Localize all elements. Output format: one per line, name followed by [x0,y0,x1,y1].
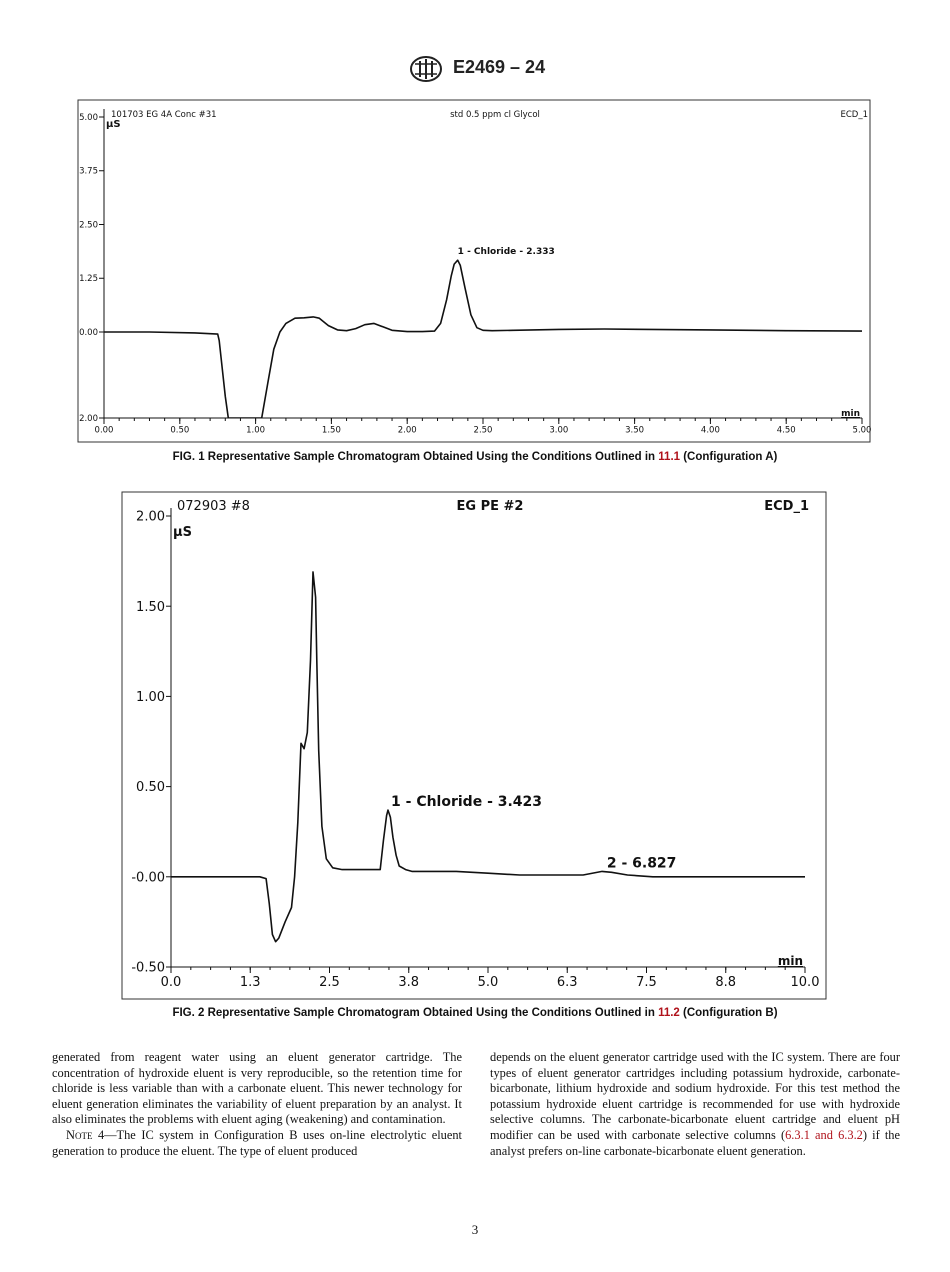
left-paragraph: generated from reagent water using an eluent generator cartridge. The concentration of hydroxide eluent is very reproducible, so the retention time for chloride is less variable than with a carbonate eluent. This newer technology for eluent generation eliminates the variability of eluent preparation by an analyst. It also eliminates the problems with eluent aging (weakening) and contamination. [52,1050,462,1127]
x-tick-label: 4.00 [700,425,720,436]
y-tick-label: 3.75 [79,166,98,177]
y-tick-label: 5.00 [79,112,98,123]
x-tick-label: 2.50 [473,425,493,436]
figure-1-caption [0,451,950,463]
right-column [490,1050,900,1159]
x-tick-label: 6.3 [556,975,578,990]
x-tick-label: 1.3 [239,975,261,990]
chart-sample-id: 101703 EG 4A Conc #31 [111,110,217,120]
peak-label: 1 - Chloride - 2.333 [457,247,555,258]
note-4 [52,1128,462,1159]
peak-label: 1 - Chloride - 3.423 [391,794,543,811]
figure-1-chart [0,0,950,450]
note-label: Note [66,1127,93,1142]
note-number: 4 [92,1127,105,1142]
figure-1-caption-text: FIG. 1 Representative Sample Chromatogram Obtained Using the Conditions Outlined in [172,451,659,463]
x-tick-label: 1.00 [246,425,266,436]
peak-label: 2 - 6.827 [606,855,677,872]
y-tick-label: 2.00 [79,413,98,424]
x-tick-label: 5.00 [852,425,872,436]
y-axis-unit: µS [106,119,121,130]
right-paragraph [490,1050,900,1159]
chart-frame [78,100,870,442]
y-tick-label: 0.50 [136,780,165,796]
x-tick-label: 3.00 [549,425,569,436]
x-tick-label: 10.0 [790,975,820,990]
y-tick-label: 1.00 [136,689,165,705]
x-tick-label: 1.50 [321,425,341,436]
y-axis-unit: µS [173,525,192,540]
figure-2-caption-text: FIG. 2 Representative Sample Chromatogram Obtained Using the Conditions Outlined in [172,1007,659,1019]
y-tick-label: 2.50 [79,220,98,231]
y-tick-label: 1.50 [136,599,165,615]
y-tick-label: 0.00 [79,327,98,338]
x-tick-label: 4.50 [776,425,796,436]
x-tick-label: 5.0 [477,975,499,990]
chart-sample-id: 072903 #8 [177,499,250,514]
x-axis-unit: min [777,954,803,968]
x-tick-label: 3.50 [625,425,645,436]
figure-1-caption-suffix: (Configuration A) [680,451,778,463]
note-text: —The IC system in Configuration B uses on-line electrolytic eluent generation to produce the eluent. The type of eluent produced [52,1127,462,1158]
chromatogram-trace [104,260,862,418]
figure-1-caption-link[interactable]: 11.1 [658,451,681,463]
chart-frame [122,492,826,999]
x-tick-label: 3.8 [398,975,420,990]
section-ref-link[interactable]: 6.3.1 and 6.3.2 [785,1127,863,1142]
chromatogram-trace [171,572,805,942]
chart-title: std 0.5 ppm cl Glycol [450,110,540,120]
x-tick-label: 0.00 [94,425,114,436]
y-tick-label: -0.00 [131,870,165,886]
chart-detector-label: ECD_1 [764,499,809,514]
x-tick-label: 0.0 [160,975,182,990]
page-number: 3 [471,1222,479,1237]
figure-2-caption-suffix: (Configuration B) [679,1007,778,1019]
left-column [52,1050,462,1159]
standard-designation: E2469 – 24 [453,57,546,77]
chart-detector-label: ECD_1 [840,110,868,120]
x-axis-unit: min [841,409,860,419]
right-paragraph-end: ) if the analyst prefers on-line carbonate-bicarbonate eluent generation. [490,1127,901,1158]
chart-title: EG PE #2 [456,499,524,514]
figure-2-caption-link[interactable]: 11.2 [658,1007,680,1019]
x-tick-label: 2.00 [397,425,417,436]
y-tick-label: 2.00 [136,509,165,525]
right-paragraph-text: depends on the eluent generator cartridge used with the IC system. There are four types of eluent generator cartridges including potassium hydroxide, carbonate-bicarbonate, lithium hydroxide and sodium hydroxide. For this test method the potassium hydroxide eluent cartridge is recommended for use with hydroxide selective columns. The carbonate-bicarbonate eluent cartridge and eluent pH modifier can be used with carbonate selective columns ( [490,1050,900,1142]
y-tick-label: -0.50 [131,960,165,976]
x-tick-label: 8.8 [715,975,737,990]
y-tick-label: 1.25 [79,274,98,285]
figure-2-chart [0,480,950,1005]
x-tick-label: 2.5 [319,975,340,990]
figure-2-caption [0,1007,950,1019]
x-tick-label: 0.50 [170,425,190,436]
x-tick-label: 7.5 [636,975,657,990]
